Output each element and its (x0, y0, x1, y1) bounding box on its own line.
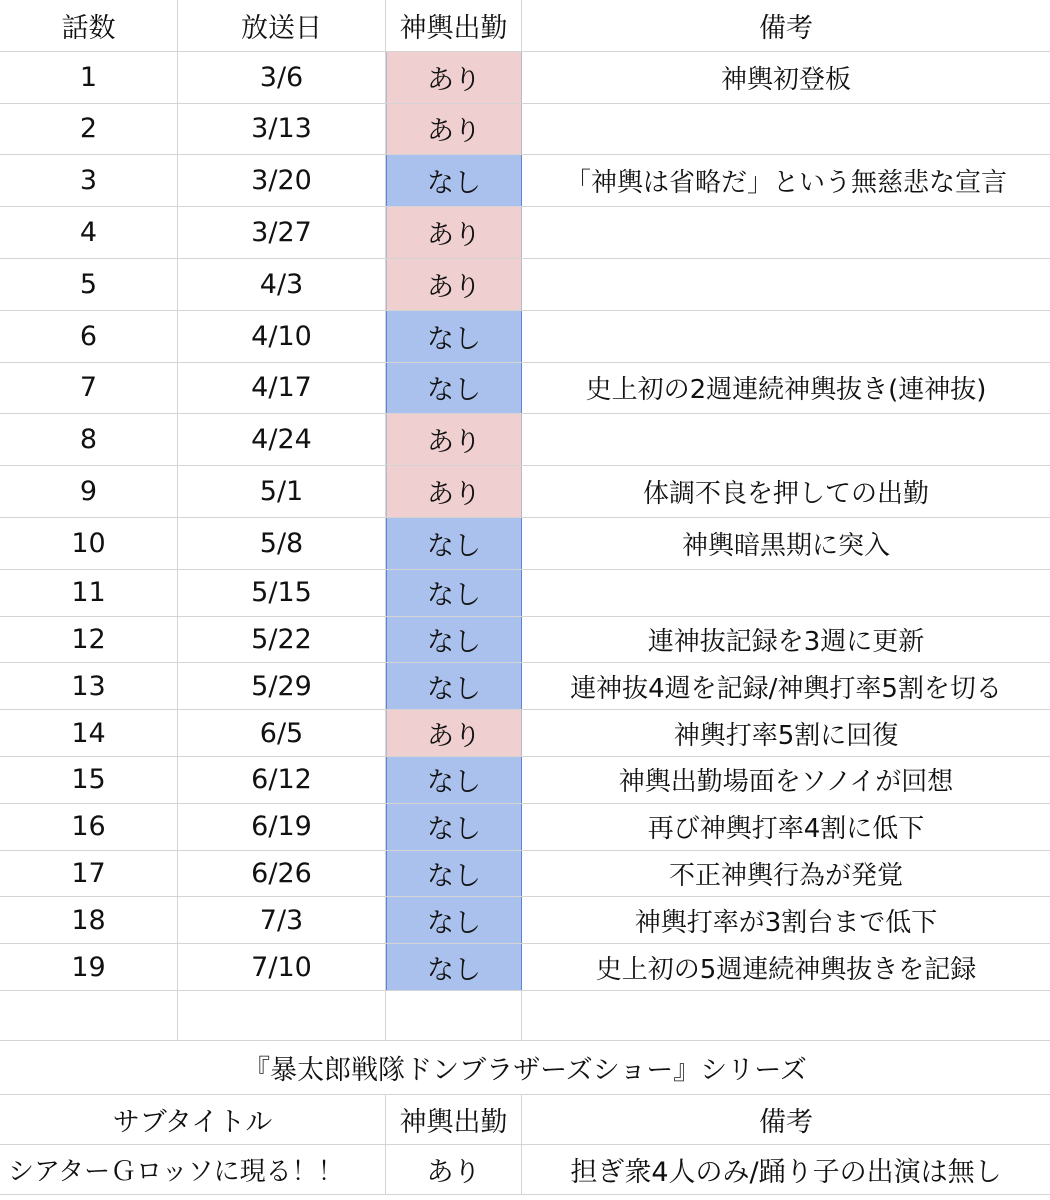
episode-cell[interactable]: 9 (0, 466, 178, 517)
table-row (0, 663, 1050, 710)
airdate-cell[interactable]: 7/10 (178, 944, 386, 990)
table-row (0, 155, 1050, 207)
table-row (0, 363, 1050, 415)
mikoshi-cell[interactable]: あり (386, 466, 522, 517)
header-mikoshi[interactable]: 神輿出勤 (386, 0, 522, 51)
table-row (0, 710, 1050, 757)
airdate-cell[interactable]: 6/26 (178, 851, 386, 897)
airdate-cell[interactable]: 4/24 (178, 414, 386, 465)
header-row (0, 0, 1050, 52)
mikoshi-cell[interactable]: なし (386, 804, 522, 850)
table-row (0, 311, 1050, 363)
blank-cell[interactable] (0, 991, 178, 1040)
table-row (0, 518, 1050, 570)
mikoshi-cell[interactable]: なし (386, 851, 522, 897)
episode-cell[interactable]: 17 (0, 851, 178, 897)
airdate-cell[interactable]: 3/27 (178, 207, 386, 258)
episode-cell[interactable]: 7 (0, 363, 178, 414)
episode-cell[interactable]: 4 (0, 207, 178, 258)
notes-cell[interactable] (522, 259, 1050, 310)
mikoshi-cell[interactable]: なし (386, 757, 522, 803)
blank-cell[interactable] (386, 991, 522, 1040)
header-airdate[interactable]: 放送日 (178, 0, 386, 51)
series-header-row (0, 1095, 1050, 1145)
episode-cell[interactable]: 3 (0, 155, 178, 206)
notes-cell[interactable]: 連神抜4週を記録/神輿打率5割を切る (570, 673, 1002, 704)
mikoshi-cell[interactable]: なし (386, 155, 522, 206)
table-row (0, 851, 1050, 898)
airdate-cell[interactable]: 4/17 (178, 363, 386, 414)
table-row (0, 207, 1050, 259)
airdate-cell[interactable]: 6/12 (178, 757, 386, 803)
notes-cell[interactable]: 「神輿は省略だ」という無慈悲な宣言 (564, 168, 1007, 199)
episode-cell[interactable]: 5 (0, 259, 178, 310)
airdate-cell[interactable]: 5/29 (178, 663, 386, 709)
blank-row (0, 991, 1050, 1041)
series-rows (0, 1145, 1050, 1195)
mikoshi-cell[interactable]: あり (386, 259, 522, 310)
table-row (0, 104, 1050, 156)
notes-cell[interactable] (522, 104, 1050, 155)
mikoshi-cell[interactable]: なし (386, 311, 522, 362)
episode-cell[interactable]: 15 (0, 757, 178, 803)
notes-cell[interactable]: 再び神輿打率4割に低下 (647, 814, 925, 845)
mikoshi-cell[interactable]: なし (386, 897, 522, 943)
episode-cell[interactable]: 10 (0, 518, 178, 569)
notes-cell[interactable]: 体調不良を押しての出勤 (642, 479, 929, 510)
episode-cell[interactable]: 2 (0, 104, 178, 155)
mikoshi-cell[interactable]: なし (386, 663, 522, 709)
airdate-cell[interactable]: 5/1 (178, 466, 386, 517)
table-row (0, 804, 1050, 851)
mikoshi-cell[interactable]: あり (386, 104, 522, 155)
airdate-cell[interactable]: 3/13 (178, 104, 386, 155)
mikoshi-cell[interactable]: あり (386, 52, 522, 103)
airdate-cell[interactable]: 7/3 (178, 897, 386, 943)
episode-cell[interactable]: 18 (0, 897, 178, 943)
mikoshi-cell[interactable]: なし (386, 944, 522, 990)
episode-rows (0, 52, 1050, 991)
subtitle-cell[interactable]: シアターＧロッソに現る！！ (0, 1145, 386, 1194)
table-row (0, 617, 1050, 664)
notes-cell[interactable]: 神輿打率が3割台まで低下 (634, 907, 938, 938)
episode-cell[interactable]: 12 (0, 617, 178, 663)
airdate-cell[interactable]: 5/15 (178, 570, 386, 616)
airdate-cell[interactable]: 3/6 (178, 52, 386, 103)
notes-cell[interactable]: 史上初の5週連続神輿抜きを記録 (595, 954, 977, 985)
notes-cell[interactable] (522, 570, 1050, 616)
airdate-cell[interactable]: 5/22 (178, 617, 386, 663)
notes-cell[interactable] (522, 311, 1050, 362)
table-row (0, 757, 1050, 804)
episode-cell[interactable]: 16 (0, 804, 178, 850)
notes-cell[interactable]: 神輿暗黒期に突入 (681, 530, 890, 561)
notes-cell[interactable] (522, 207, 1050, 258)
series-header-subtitle[interactable]: サブタイトル (0, 1095, 386, 1144)
mikoshi-cell[interactable]: あり (386, 207, 522, 258)
mikoshi-cell[interactable]: なし (386, 570, 522, 616)
airdate-cell[interactable]: 6/5 (178, 710, 386, 756)
table-row (0, 570, 1050, 617)
airdate-cell[interactable]: 3/20 (178, 155, 386, 206)
notes-cell[interactable]: 神輿出勤場面をソノイが回想 (618, 767, 954, 798)
blank-cell[interactable] (522, 991, 1050, 1040)
mikoshi-cell[interactable]: なし (386, 617, 522, 663)
mikoshi-cell[interactable]: あり (386, 414, 522, 465)
episode-cell[interactable]: 11 (0, 570, 178, 616)
series-header-notes[interactable]: 備考 (759, 1106, 813, 1138)
mikoshi-cell[interactable]: なし (386, 518, 522, 569)
series-title[interactable]: 『暴太郎戦隊ドンブラザーズショー』シリーズ (0, 1041, 1050, 1095)
table-row (0, 259, 1050, 311)
episode-cell[interactable]: 13 (0, 663, 178, 709)
episode-cell[interactable]: 6 (0, 311, 178, 362)
notes-cell[interactable]: 連神抜記録を3週に更新 (647, 626, 925, 657)
airdate-cell[interactable]: 5/8 (178, 518, 386, 569)
notes-cell[interactable] (522, 414, 1050, 465)
table-row (0, 944, 1050, 991)
episode-cell[interactable]: 1 (0, 52, 178, 103)
header-episode[interactable]: 話数 (0, 0, 178, 51)
notes-cell[interactable]: 不正神輿行為が発覚 (668, 860, 903, 891)
airdate-cell[interactable]: 6/19 (178, 804, 386, 850)
table-row (0, 897, 1050, 944)
notes-cell[interactable]: 担ぎ衆4人のみ/踊り子の出演は無し (570, 1156, 1002, 1188)
mikoshi-cell[interactable]: あり (386, 710, 522, 756)
notes-cell[interactable]: 史上初の2週連続神輿抜き(連神抜) (585, 375, 987, 406)
mikoshi-cell[interactable]: なし (386, 363, 522, 414)
header-notes[interactable]: 備考 (759, 12, 813, 44)
blank-cell[interactable] (178, 991, 386, 1040)
mikoshi-cell[interactable]: あり (386, 1145, 522, 1194)
episode-cell[interactable]: 8 (0, 414, 178, 465)
airdate-cell[interactable]: 4/3 (178, 259, 386, 310)
table-row (0, 52, 1050, 104)
table-row (0, 466, 1050, 518)
series-row (0, 1145, 1050, 1195)
series-header-mikoshi[interactable]: 神輿出勤 (386, 1095, 522, 1144)
episode-cell[interactable]: 14 (0, 710, 178, 756)
table-row (0, 414, 1050, 466)
notes-cell[interactable]: 神輿打率5割に回復 (673, 720, 899, 751)
episode-cell[interactable]: 19 (0, 944, 178, 990)
notes-cell[interactable]: 神輿初登板 (720, 64, 851, 95)
airdate-cell[interactable]: 4/10 (178, 311, 386, 362)
